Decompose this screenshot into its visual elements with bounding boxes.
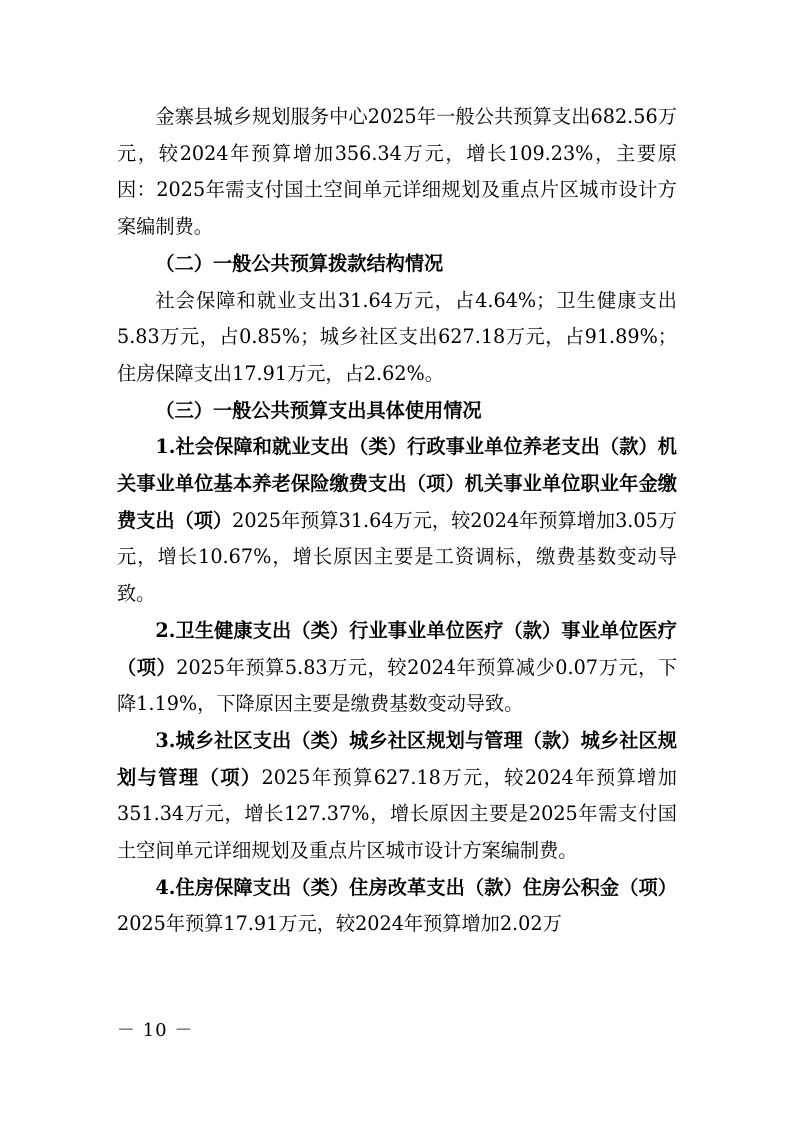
item-2-body: 2025年预算5.83万元，较2024年预算减少0.07万元，下降1.19%，下降原因主要是缴费基数变动导致。 (117, 655, 678, 716)
item-1-body: 2025年预算31.64万元，较2024年预算增加3.05万元，增长10.67%，增长原因主要是工资调标，缴费基数变动导致。 (117, 508, 677, 606)
intro-paragraph: 金寨县城乡规划服务中心2025年一般公共预算支出682.56万元，较2024年预算增加356.34万元，增长109.23%，主要原因：2025年需支付国土空间单元详细规划及重点片区城市设计方案编制费。 (117, 105, 677, 239)
item-4-title: 4.住房保障支出（类）住房改革支出（款）住房公积金（项） (155, 875, 677, 899)
item-3-title: 3.城乡社区支出（类）城乡社区规划与管理（款）城乡社区规划与管理（项） (117, 728, 677, 789)
document-body (117, 99, 677, 943)
item-2-paragraph (117, 613, 677, 723)
section-heading-budget-structure: （二）一般公共预算拨款结构情况 (155, 251, 444, 275)
budget-structure-paragraph: 社会保障和就业支出31.64万元，占4.64%；卫生健康支出5.83万元，占0.85%；城乡社区支出627.18万元，占91.89%；住房保障支出17.91万元，占2.62%。 (117, 288, 677, 385)
item-4-paragraph (117, 870, 677, 943)
page-number: － 10 － (117, 1020, 194, 1041)
item-3-paragraph (117, 723, 677, 870)
section-heading-budget-usage: （三）一般公共预算支出具体使用情况 (155, 398, 482, 422)
item-3-body: 2025年预算627.18万元，较2024年预算增加351.34万元，增长127.37%，增长原因主要是2025年需支付国土空间单元详细规划及重点片区城市设计方案编制费。 (117, 765, 677, 863)
item-4-body: 2025年预算17.91万元，较2024年预算增加2.02万 (117, 912, 562, 936)
item-1-paragraph (117, 429, 677, 613)
item-2-title: 2.卫生健康支出（类）行业事业单位医疗（款）事业单位医疗（项） (117, 618, 677, 679)
item-1-title: 1.社会保障和就业支出（类）行政事业单位养老支出（款）机关事业单位基本养老保险缴费支出（项）机关事业单位职业年金缴费支出（项） (117, 435, 677, 532)
